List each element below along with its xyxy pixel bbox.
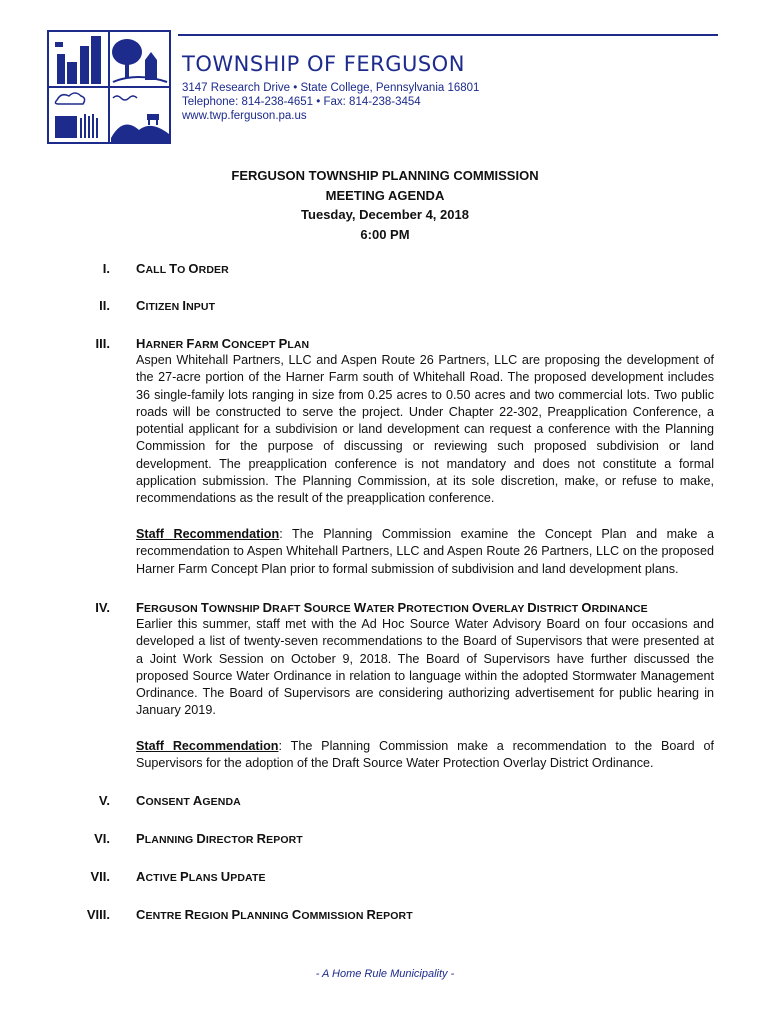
item-heading: HARNER FARM CONCEPT PLAN [136,336,310,351]
title-line-1: FERGUSON TOWNSHIP PLANNING COMMISSION [231,168,539,183]
item-number: I. [102,261,110,276]
item-heading: CALL TO ORDER [136,261,229,276]
item-heading: FERGUSON TOWNSHIP DRAFT SOURCE WATER PROTECTION OVERLAY DISTRICT ORDINANCE [136,600,648,615]
title-line-2: MEETING AGENDA [325,187,445,203]
agenda-title [0,166,770,244]
letterhead-rule [178,34,718,36]
item-heading: CITIZEN INPUT [136,298,216,313]
rec-label: Staff Recommendation [136,527,280,541]
item-heading: CENTRE REGION PLANNING COMMISSION REPORT [136,907,413,922]
footer-tagline: - A Home Rule Municipality - [315,968,455,980]
item-body: Aspen Whitehall Partners, LLC and Aspen Route 26 Partners, LLC are proposing the development of the 27-acre portion of the Harner Farm south of Whitehall Road. The proposed development includes 36 single-family lots ranging in size from 0.25 acres to 0.50 acres and two commercial lots. Two public roads will be constructed to serve the project. Under Chapter 22-302, Preapplication Conference, a potential applicant for a subdivision or land development can request a conference with the Planning Commission for the purpose of discussing or reviewing such proposed subdivision or land development. The preapplication conference is not mandatory and does not constitute a formal application submission. The Planning Commission, at its sole discretion, make, or refuse to make, recommendations as the result of the preapplication conference. [136,353,714,506]
staff-recommendation [136,526,714,578]
org-name: TOWNSHIP OF FERGUSON [182,52,465,76]
rec-text: : The Planning Commission make a recommendation to the Board of Supervisors for the adoption of the Draft Source Water Protection Overlay District Ordinance. [136,739,714,771]
township-logo [47,30,171,144]
item-number: VI. [94,831,110,846]
rec-label: Staff Recommendation [136,739,279,753]
address: 3147 Research Drive • State College, Pennsylvania 16801 [182,82,480,94]
item-number: III. [95,336,110,351]
title-line-3: Tuesday, December 4, 2018 [301,207,469,222]
website-link[interactable]: www.twp.ferguson.pa.us [182,110,307,122]
item-heading: ACTIVE PLANS UPDATE [136,869,266,884]
item-number: IV. [95,600,110,615]
item-number: II. [99,298,110,313]
item-heading: PLANNING DIRECTOR REPORT [136,831,303,846]
phone-fax: Telephone: 814-238-4651 • Fax: 814-238-3454 [182,96,421,108]
item-number: VII. [90,869,110,884]
item-number: VIII. [86,907,110,922]
item-heading: CONSENT AGENDA [136,793,241,808]
title-line-4: 6:00 PM [360,226,410,242]
staff-recommendation [136,738,714,773]
item-number: V. [98,793,110,808]
item-body: Earlier this summer, staff met with the Ad Hoc Source Water Advisory Board on four occasions and developed a list of twenty-seven recommendations to the Board of Supervisors that were presented at a Joint Work Session on October 9, 2018. The Board of Supervisors have further discussed the proposed Source Water Ordinance in relation to language within the adopted Stormwater Management Ordinance. The Board of Supervisors are considering authorizing advertisement for public hearing in January 2019. [136,617,714,718]
rec-text: : The Planning Commission examine the Concept Plan and make a recommendation to Aspen Whitehall Partners, LLC and Aspen Route 26 Partners, LLC on the proposed Harner Farm Concept Plan prior to formal submission of subdivision and land development plans. [136,527,714,576]
